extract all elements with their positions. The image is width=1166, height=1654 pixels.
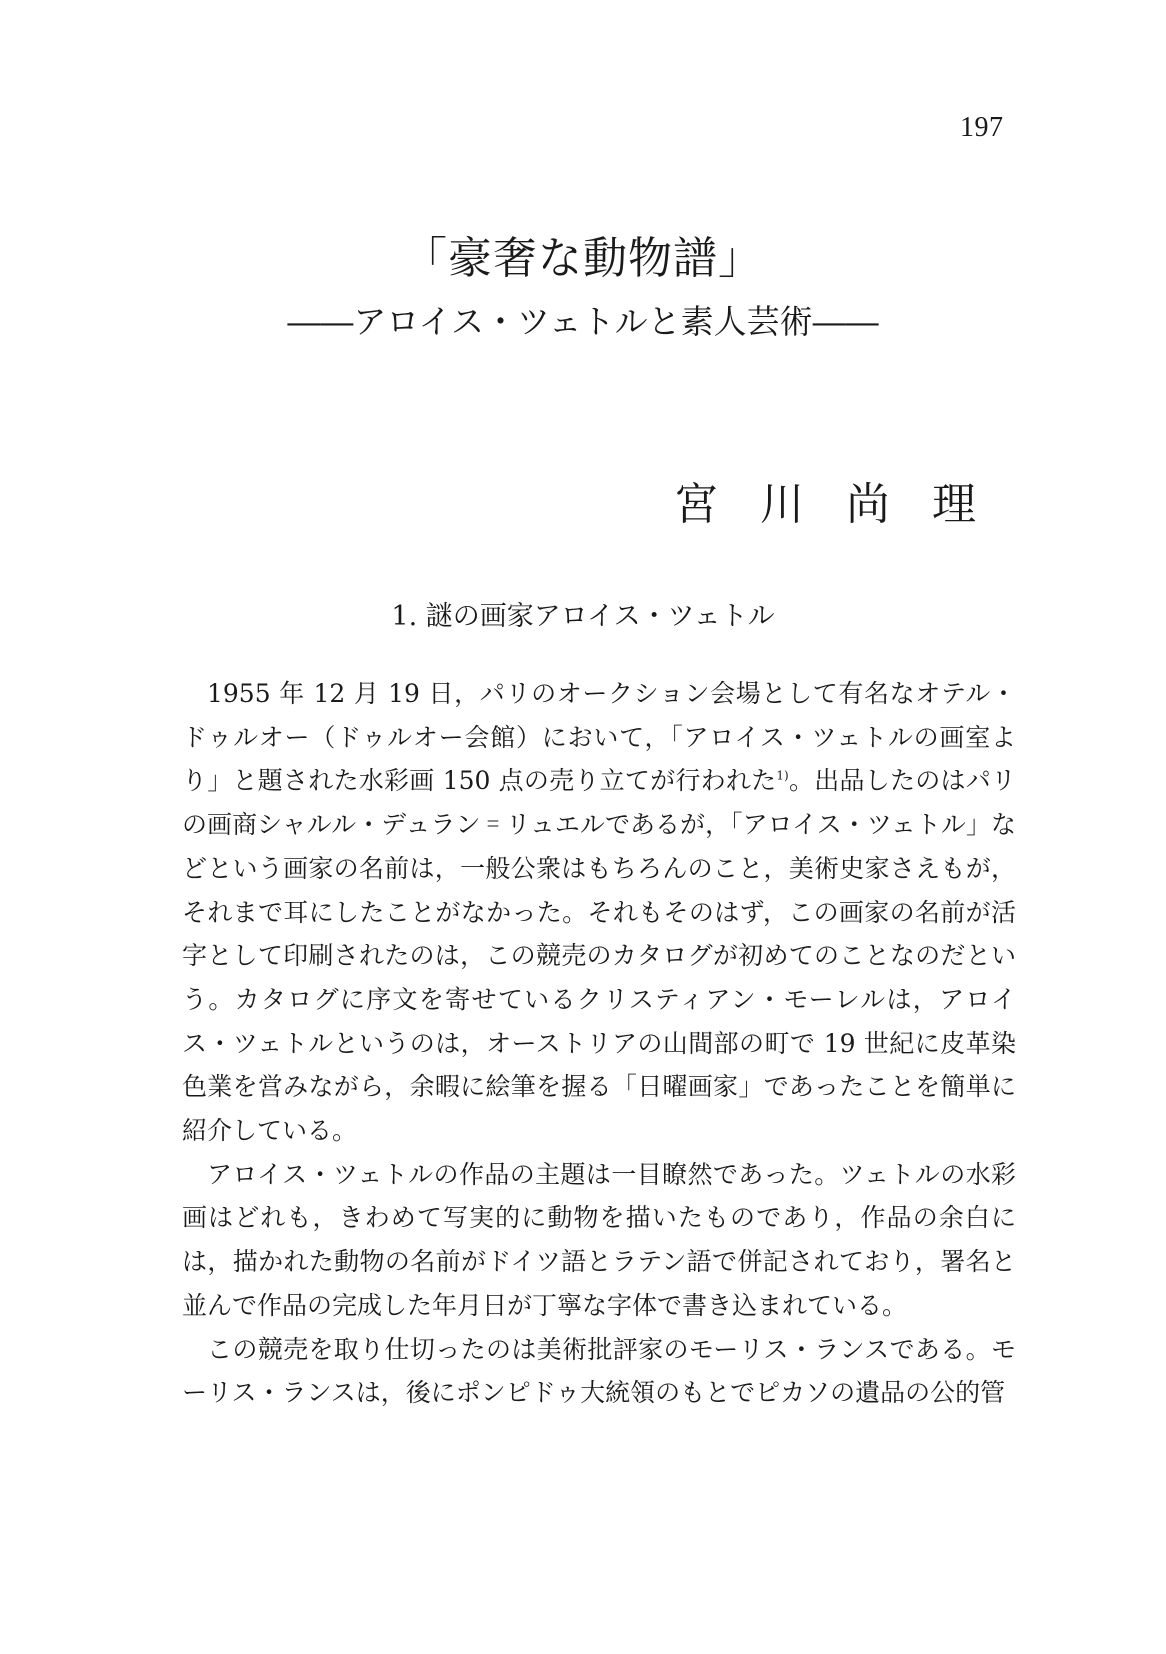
author-name: 宮川尚理 (674, 479, 1018, 530)
page-number: 197 (960, 112, 1004, 143)
paragraph-3: この競売を取り仕切ったのは美術批評家のモーリス・ランスである。モーリス・ランスは，後にポンピドゥ大統領のもとでピカソの遺品の公的管 (182, 1334, 1016, 1408)
paragraph-2: アロイス・ツェトルの作品の主題は一目瞭然であった。ツェトルの水彩画はどれも，きわめて写実的に動物を描いたものであり，作品の余白には，描かれた動物の名前がドイツ語とラテン語で併記されており，署名と並んで作品の完成した年月日が丁寧な字体で書き込まれている。 (182, 1159, 1016, 1320)
paragraph-1-text-b: 。出品したのはパリの画商シャルル・デュラン゠リュエルであるが，「アロイス・ツェトル」などという画家の名前は，一般公衆はもちろんのこと，美術史家さえもが，それまで耳にしたことがなかった。それもそのはず，この画家の名前が活字として印刷されたのは，この競売のカタログが初めてのことなのだという。カタログに序文を寄せているクリスティアン・モーレルは，アロイス・ツェトルというのは，オーストリアの山間部の町で 19 世紀に皮革染色業を営みながら，余暇に絵筆を握る「日曜画家」であったことを簡単に紹介している。 (182, 766, 1016, 1146)
body-text (182, 672, 1016, 1415)
paragraph-1-text-a: 1955 年 12 月 19 日，パリのオークション会場として有名なオテル・ドゥルオー（ドゥルオー会館）において，「アロイス・ツェトルの画室より」と題された水彩画 150 点の売り立てが行われた (182, 679, 1016, 796)
article-subtitle: ――アロイス・ツェトルと素人芸術―― (287, 302, 879, 341)
footnote-marker: 1) (776, 769, 789, 784)
paragraph-1 (182, 672, 1016, 1153)
section-heading: 1. 謎の画家アロイス・ツェトル (391, 601, 775, 632)
article-title: 「豪奢な動物譜」 (403, 233, 763, 284)
